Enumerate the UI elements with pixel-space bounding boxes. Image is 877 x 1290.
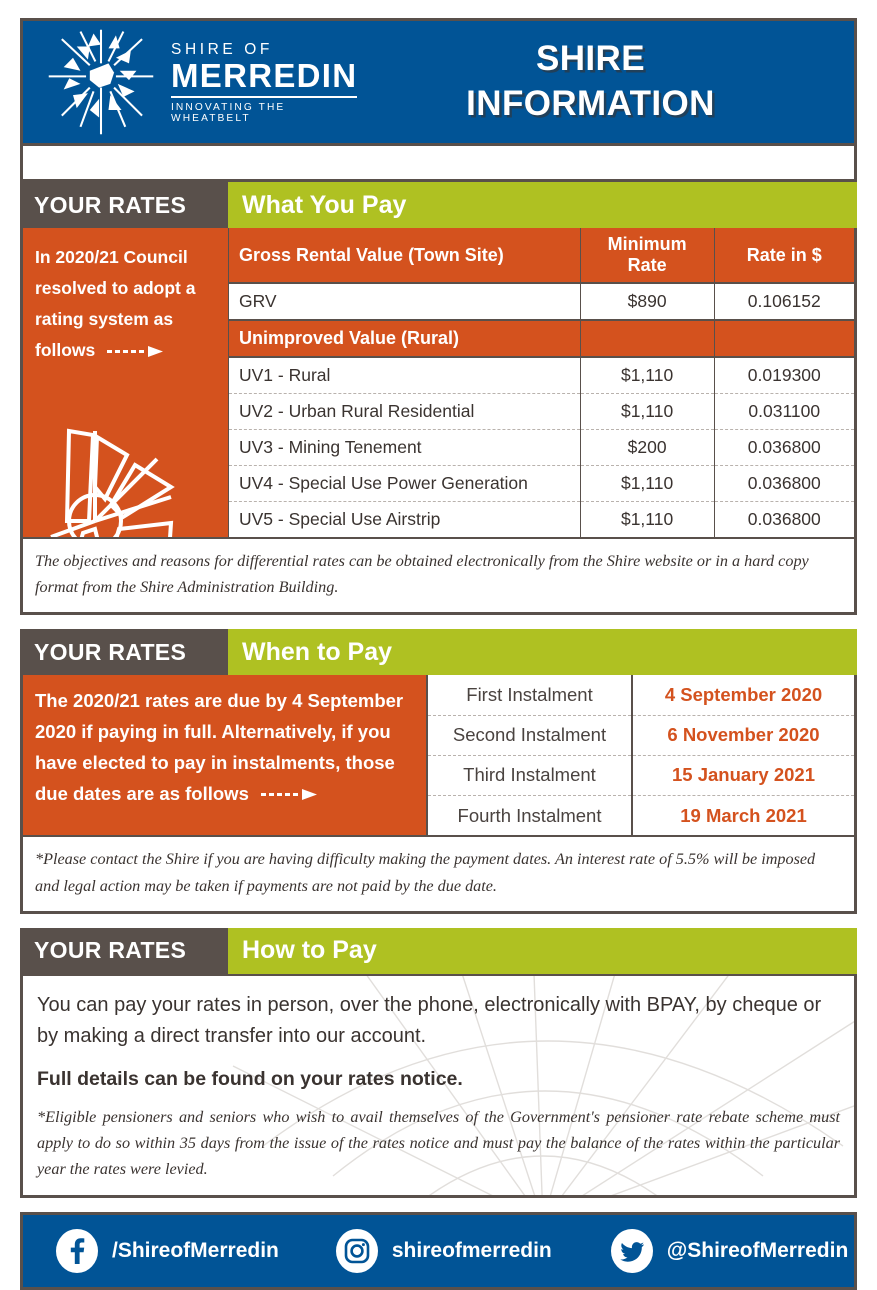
- shire-logo: [23, 21, 358, 143]
- rates-sidebar: [23, 228, 228, 537]
- how-to-pay-paragraph: You can pay your rates in person, over the phone, electronically with BPAY, by cheque or by making a direct transfer into our account.: [37, 993, 822, 1047]
- row-min: $1,110: [580, 501, 714, 537]
- how-to-pay-body: [20, 974, 857, 1198]
- row-desc: UV5 - Special Use Airstrip: [229, 501, 581, 537]
- table-row: [427, 675, 854, 715]
- what-you-pay-title-bar: [20, 182, 857, 228]
- col-header-description: Gross Rental Value (Town Site): [229, 228, 581, 283]
- eyebrow-your-rates-3: YOUR RATES: [20, 928, 228, 974]
- row-desc: UV1 - Rural: [229, 357, 581, 393]
- header-spacer-band: [20, 146, 857, 182]
- table-row: [229, 393, 855, 429]
- table-row: [427, 795, 854, 835]
- row-min: $1,110: [580, 357, 714, 393]
- facebook-link[interactable]: [55, 1228, 279, 1274]
- instalment-date: 19 March 2021: [632, 795, 854, 835]
- instalment-label: Fourth Instalment: [427, 795, 632, 835]
- row-desc: GRV: [229, 283, 581, 320]
- col-header-minimum-rate: Minimum Rate: [580, 228, 714, 283]
- when-to-pay-copy: The 2020/21 rates are due by 4 September 2020 if paying in full. Alternatively, if you have elected to pay in instalments, those due dates are as follows: [35, 690, 404, 804]
- row-rate: 0.036800: [714, 429, 854, 465]
- row-min: $1,110: [580, 465, 714, 501]
- instagram-handle: shireofmerredin: [391, 1238, 552, 1262]
- how-to-pay-title-bar: [20, 928, 857, 974]
- dotted-arrow-icon: [107, 336, 163, 367]
- rates-table-header-row: [229, 228, 855, 283]
- row-rate: 0.019300: [714, 357, 854, 393]
- social-footer: [20, 1212, 857, 1290]
- interest-rate-note: *Please contact the Shire if you are having difficulty making the payment dates. An interest rate of 5.5% will be imposed and legal action may be taken if payments are not paid by the due date.: [20, 835, 857, 913]
- instalment-date: 15 January 2021: [632, 755, 854, 795]
- twitter-handle: @ShireofMerredin: [666, 1238, 849, 1262]
- logo-merredin-text: MERREDIN: [171, 59, 357, 98]
- rates-table: [228, 228, 854, 537]
- row-rate: 0.106152: [714, 283, 854, 320]
- logo-shire-of-text: SHIRE OF: [171, 40, 274, 58]
- when-to-pay-title-bar: [20, 629, 857, 675]
- how-to-pay-bold-line: Full details can be found on your rates notice.: [37, 1067, 463, 1090]
- when-to-pay-block: [20, 675, 857, 835]
- table-row: [229, 501, 855, 537]
- row-min: $200: [580, 429, 714, 465]
- table-subheader-row: [229, 320, 855, 357]
- instalment-label: Second Instalment: [427, 715, 632, 755]
- eyebrow-your-rates-2: YOUR RATES: [20, 629, 228, 675]
- page-title: [353, 37, 854, 127]
- heading-how-to-pay: How to Pay: [228, 928, 857, 974]
- twitter-link[interactable]: [610, 1228, 849, 1274]
- instagram-icon: [335, 1228, 379, 1274]
- table-row: [229, 465, 855, 501]
- row-rate: 0.036800: [714, 465, 854, 501]
- row-rate: [714, 320, 854, 357]
- row-desc: UV2 - Urban Rural Residential: [229, 393, 581, 429]
- logo-tagline: INNOVATING THE WHEATBELT: [171, 102, 286, 124]
- row-desc: Unimproved Value (Rural): [229, 320, 581, 357]
- row-desc: UV3 - Mining Tenement: [229, 429, 581, 465]
- differential-rates-note: The objectives and reasons for differential rates can be obtained electronically from the Shire website or in a hard copy format from the Shire Administration Building.: [20, 537, 857, 615]
- instagram-link[interactable]: [335, 1228, 552, 1274]
- facebook-handle: /ShireofMerredin: [112, 1238, 279, 1262]
- instalment-label: Third Instalment: [427, 755, 632, 795]
- instalment-date: 4 September 2020: [632, 675, 854, 715]
- heading-when-to-pay: When to Pay: [228, 629, 857, 675]
- row-min: [580, 320, 714, 357]
- section-gap-1: [20, 615, 857, 629]
- table-row: [427, 755, 854, 795]
- twitter-icon: [610, 1228, 654, 1274]
- section-gap-2: [20, 914, 857, 928]
- row-min: $890: [580, 283, 714, 320]
- row-min: $1,110: [580, 393, 714, 429]
- windmill-decoration-icon: [31, 425, 181, 537]
- col-header-rate-in-dollars: Rate in $: [714, 228, 854, 283]
- row-rate: 0.036800: [714, 501, 854, 537]
- page-title-line1: SHIRE: [536, 39, 645, 79]
- facebook-icon: [55, 1228, 99, 1274]
- pensioner-rebate-note: *Eligible pensioners and seniors who wish to avail themselves of the Government's pensioner rate rebate scheme must apply to do so within 35 days from the issue of the rates notice and must pay the balance of the rates within the particular year the rates were levied.: [37, 1107, 840, 1179]
- instalment-label: First Instalment: [427, 675, 632, 715]
- row-desc: UV4 - Special Use Power Generation: [229, 465, 581, 501]
- rates-sidebar-copy: In 2020/21 Council resolved to adopt a rating system as follows: [35, 247, 196, 361]
- page-title-line2: INFORMATION: [466, 84, 715, 123]
- rates-sidebar-text: [35, 242, 216, 367]
- dotted-arrow-icon: [261, 779, 317, 810]
- when-to-pay-sidebar: [23, 675, 426, 835]
- row-rate: 0.031100: [714, 393, 854, 429]
- page-header: [20, 18, 857, 146]
- table-row: [229, 283, 855, 320]
- rates-block: [20, 228, 857, 537]
- windmill-logo-icon: [45, 26, 157, 138]
- table-row: [229, 357, 855, 393]
- heading-what-you-pay: What You Pay: [228, 182, 857, 228]
- table-row: [229, 429, 855, 465]
- table-row: [427, 715, 854, 755]
- instalment-date: 6 November 2020: [632, 715, 854, 755]
- eyebrow-your-rates-1: YOUR RATES: [20, 182, 228, 228]
- instalments-table: [426, 675, 854, 835]
